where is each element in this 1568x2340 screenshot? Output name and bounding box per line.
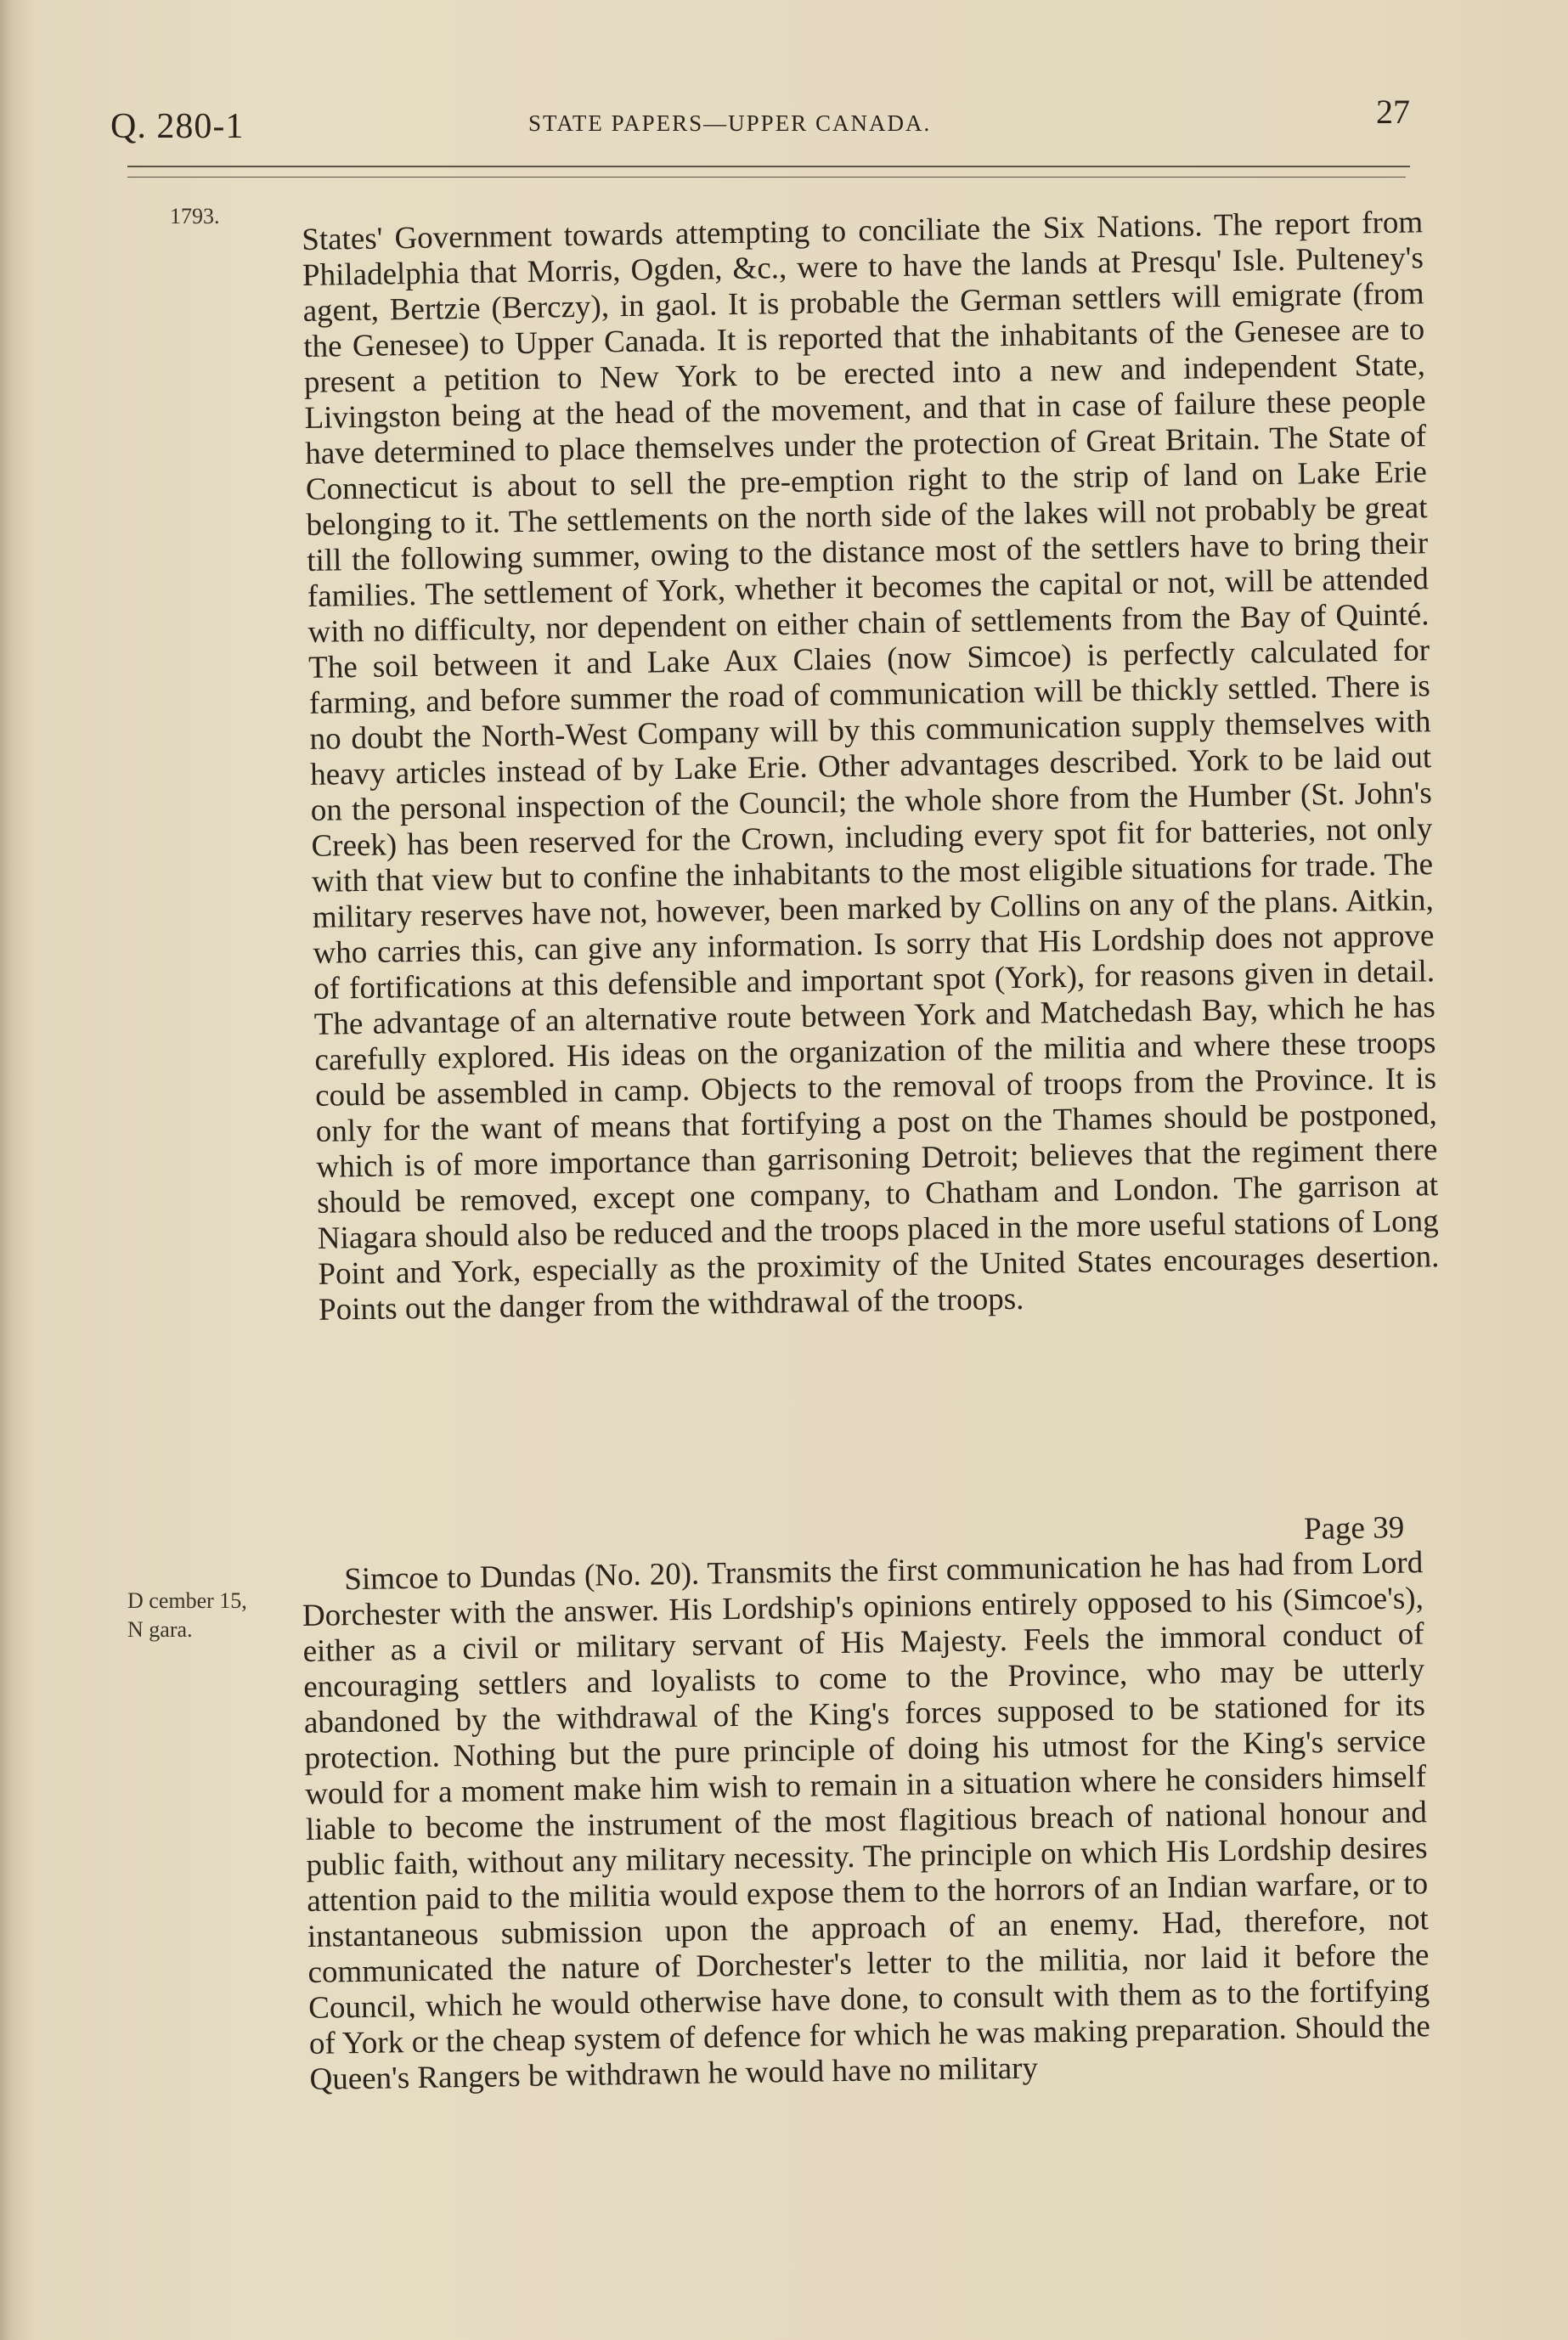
- margin-date-line-1: D cember 15,: [127, 1588, 247, 1613]
- document-reference: Q. 280-1: [110, 107, 245, 146]
- margin-date: [127, 1587, 247, 1644]
- page-number: 27: [1376, 93, 1410, 131]
- running-title: STATE PAPERS—UPPER CANADA.: [528, 110, 932, 136]
- margin-year: 1793.: [170, 204, 220, 228]
- entry-paragraph-2: Simcoe to Dundas (No. 20). Transmits the first communication he has had from Lord Dorchester with the answer. His Lordship's opinions entirely opposed to his (Simcoe's), either as a civil or military servant of His Majesty. Feels the immoral conduct of encouraging settlers and loyalists to come to the Province, who may be utterly abandoned by the withdrawal of the King's forces supposed to be stationed for its protection. Nothing but the pure principle of doing his utmost for the King's service would for a moment make him wish to remain in a situation where he considers himself liable to become the instrument of the most flagitious breach of national honour and public faith, without any military necessity. The principle on which His Lordship desires attention paid to the militia would expose them to the horrors of an Indian warfare, or to instantaneous submission upon the approach of an enemy. Had, therefore, not communicated the nature of Dorchester's letter to the militia, nor laid it before the Council, which he would otherwise have done, to consult with them as to the fortifying of York or the cheap system of defence for which he was making preparation. Should the Queen's Rangers be withdrawn he would have no military: [302, 1545, 1431, 2097]
- margin-date-line-2: N gara.: [127, 1617, 193, 1642]
- entry-paragraph-1: States' Government towards attempting to conciliate the Six Nations. The report from Philadelphia that Morris, Ogden, &c., were to have the lands at Presqu' Isle. Pulteney's agent, Bertzie (Berczy), in gaol. It is probable the German settlers will emigrate (from the Genesee) to Upper Canada. It is reported that the inhabitants of the Genesee are to present a petition to New York to be erected into a new and independent State, Livingston being at the head of the movement, and that in case of failure these people have determined to place themselves under the protection of Great Britain. The State of Connecticut is about to sell the pre-emption right to the strip of land on Lake Erie belonging to it. The settlements on the north side of the lakes will not probably be great till the following summer, owing to the distance most of the settlers have to bring their families. The settlement of York, whether it becomes the capital or not, will be attended with no difficulty, nor dependent on either chain of settlements from the Bay of Quinté. The soil between it and Lake Aux Claies (now Simcoe) is perfectly calculated for farming, and before summer the road of communication will be thickly settled. There is no doubt the North-West Company will by this communication supply themselves with heavy articles instead of by Lake Erie. Other advantages described. York to be laid out on the personal inspection of the Council; the whole shore from the Humber (St. John's Creek) has been reserved for the Crown, including every spot fit for batteries, not only with that view but to confine the inhabitants to the most eligible situations for trade. The military reserves have not, however, been marked by Collins on any of the plans. Aitkin, who carries this, can give any information. Is sorry that His Lordship does not approve of fortifications at this defensible and important spot (York), for reasons given in detail. The advantage of an alternative route between York and Matchedash Bay, which he has carefully explored. His ideas on the organization of the militia and where these troops could be assembled in camp. Objects to the removal of troops from the Province. It is only for the want of means that fortifying a post on the Thames should be postponed, which is of more importance than garrisoning Detroit; believes that the regiment there should be removed, except one company, to Chatham and London. The garrison at Niagara should also be reduced and the troops placed in the more useful stations of Long Point and York, especially as the proximity of the United States encourages desertion. Points out the danger from the withdrawal of the troops.: [302, 205, 1440, 1328]
- page-reference: Page 39: [1303, 1510, 1405, 1547]
- header-rule-bottom: [127, 177, 1406, 178]
- header-rule-top: [127, 166, 1410, 167]
